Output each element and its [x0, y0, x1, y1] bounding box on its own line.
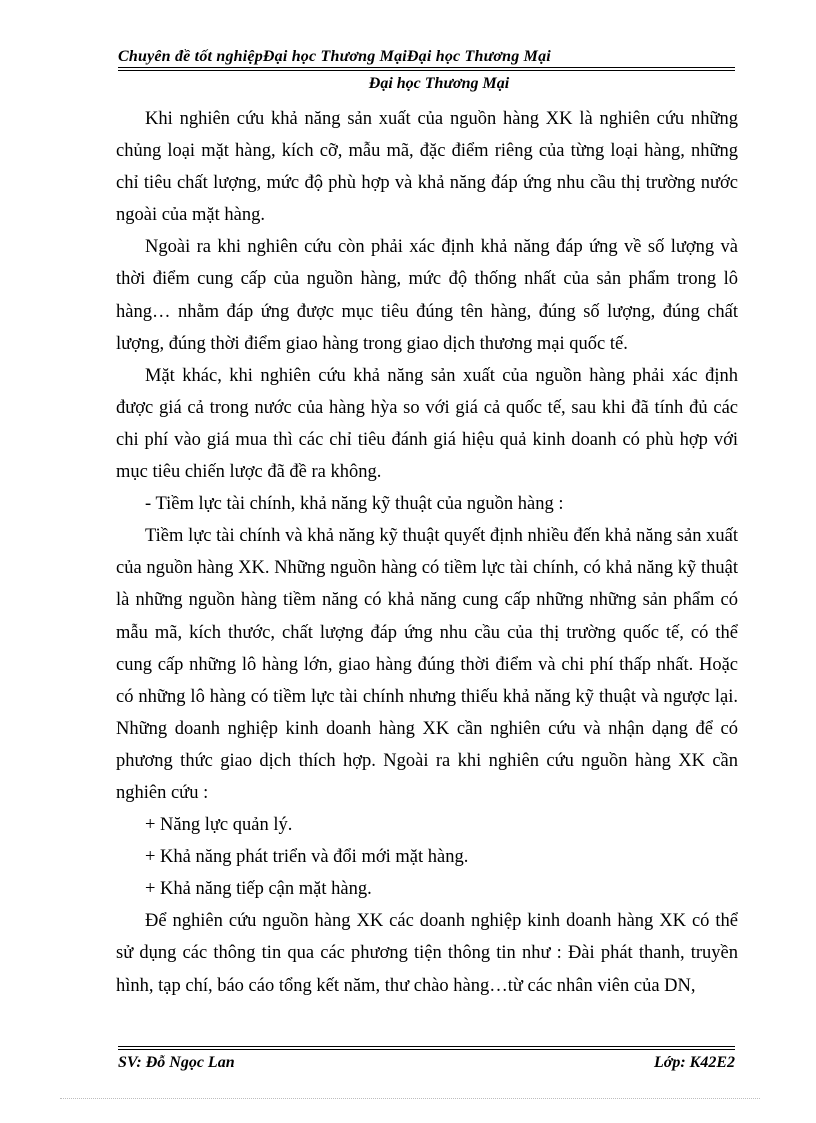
header-rule-top	[118, 67, 735, 68]
footer-class: Lớp: K42E2	[653, 1054, 735, 1071]
header-subtitle: Đại học Thương Mại	[368, 75, 510, 92]
page-break-line	[60, 1098, 760, 1099]
document-body	[116, 103, 738, 1002]
header-title: Chuyên đề tốt nghiệpĐại học Thương MạiĐại học Thương Mại	[118, 48, 551, 65]
section-heading: - Tiềm lực tài chính, khả năng kỹ thuật của nguồn hàng :	[145, 494, 564, 515]
paragraph: Tiềm lực tài chính và khả năng kỹ thuật quyết định nhiều đến khả năng sản xuất của nguồn hàng XK. Những nguồn hàng có tiềm lực tài chính, có khả năng kỹ thuật là những nguồn hàng tiềm năng có khả năng cung cấp những những sản phẩm có mẫu mã, kích thước, chất lượng đáp ứng nhu cầu của thị trường quốc tế, có thể cung cấp những lô hàng lớn, giao hàng đúng thời điểm và chi phí thấp nhất. Hoặc có những lô hàng có tiềm lực tài chính nhưng thiếu khả năng kỹ thuật và ngược lại. Những doanh nghiệp kinh doanh hàng XK cần nghiên cứu và nhận dạng để có phương thức giao dịch thích hợp. Ngoài ra khi nghiên cứu nguồn hàng XK cần nghiên cứu :	[116, 526, 738, 803]
bullet-item: + Khả năng phát triển và đổi mới mặt hàng.	[145, 847, 469, 868]
footer-rule-top	[118, 1046, 735, 1047]
bullet-item: + Năng lực quản lý.	[145, 815, 293, 836]
footer-student: SV: Đỗ Ngọc Lan	[118, 1054, 235, 1071]
paragraph: Khi nghiên cứu khả năng sản xuất của nguồn hàng XK là nghiên cứu những chủng loại mặt hàng, kích cỡ, mẫu mã, đặc điểm riêng của từng loại hàng, những chỉ tiêu chất lượng, mức độ phù hợp và khả năng đáp ứng nhu cầu thị trường nước ngoài của mặt hàng.	[116, 109, 738, 226]
header-rule-bottom	[118, 70, 735, 71]
paragraph: Mặt khác, khi nghiên cứu khả năng sản xuất của nguồn hàng phải xác định được giá cả trong nước của hàng hỳa so với giá cả quốc tế, sau khi đã tính đủ các chi phí vào giá mua thì các chỉ tiêu đánh giá hiệu quả kinh doanh có phù hợp với mục tiêu chiến lược đã đề ra không.	[116, 365, 738, 483]
footer-rule-bottom	[118, 1049, 735, 1050]
bullet-item: + Khả năng tiếp cận mặt hàng.	[145, 879, 372, 900]
paragraph: Để nghiên cứu nguồn hàng XK các doanh nghiệp kinh doanh hàng XK có thể sử dụng các thông tin qua các phương tiện thông tin như : Đài phát thanh, truyền hình, tạp chí, báo cáo tổng kết năm, thư chào hàng…từ các nhân viên của DN,	[116, 911, 738, 996]
paragraph: Ngoài ra khi nghiên cứu còn phải xác định khả năng đáp ứng về số lượng và thời điểm cung cấp của nguồn hàng, mức độ thống nhất của sản phẩm trong lô hàng… nhằm đáp ứng được mục tiêu đúng tên hàng, đúng số lượng, đúng chất lượng, đúng thời điểm giao hàng trong giao dịch thương mại quốc tế.	[116, 237, 738, 354]
